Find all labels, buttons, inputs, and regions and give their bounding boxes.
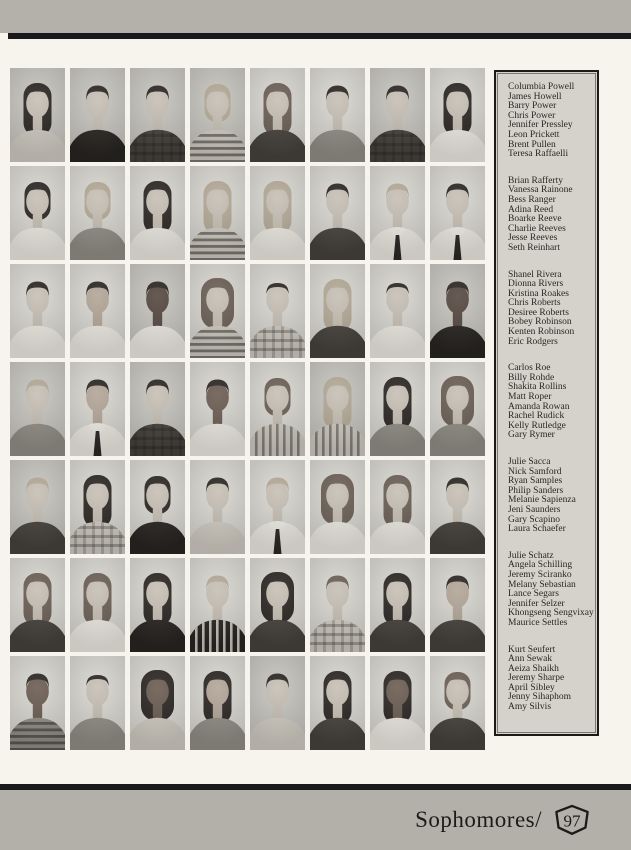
- portrait-photo: [430, 68, 485, 162]
- student-name: Kenten Robinson: [508, 327, 575, 338]
- portrait-photo: [190, 362, 245, 456]
- student-name: Lance Segars: [508, 589, 559, 600]
- student-name: Khongseng Sengvixay: [508, 608, 594, 619]
- student-name: Julie Sacca: [508, 457, 551, 467]
- student-name: Bobey Robinson: [508, 317, 572, 328]
- portrait-photo: [190, 656, 245, 750]
- name-group: [508, 83, 591, 160]
- portrait-photo: [430, 656, 485, 750]
- portrait-photo: [430, 264, 485, 358]
- portrait-photo: [250, 460, 305, 554]
- student-name: Adina Reed: [508, 204, 554, 215]
- portrait-photo: [190, 68, 245, 162]
- page-number-shield-icon: [551, 802, 593, 838]
- student-name: Laura Schaefer: [508, 524, 566, 535]
- student-name: Chris Roberts: [508, 298, 561, 309]
- student-name: Melanie Sapienza: [508, 495, 576, 506]
- portrait-photo: [10, 558, 65, 652]
- portrait-photo: [250, 264, 305, 358]
- portrait-photo: [310, 264, 365, 358]
- page-footer: [415, 798, 593, 842]
- portrait-photo: [370, 166, 425, 260]
- portrait-photo: [250, 68, 305, 162]
- portrait-photo: [10, 460, 65, 554]
- portrait-photo: [10, 68, 65, 162]
- student-name: Seth Reinhart: [508, 242, 560, 253]
- portrait-photo: [70, 362, 125, 456]
- student-name: Nick Samford: [508, 466, 562, 477]
- portrait-photo: [130, 460, 185, 554]
- portrait-photo: [130, 264, 185, 358]
- portrait-photo: [130, 166, 185, 260]
- portrait-photo: [250, 558, 305, 652]
- names-list: [497, 73, 596, 733]
- portrait-photo: [310, 558, 365, 652]
- name-group: [508, 177, 591, 254]
- student-name: James Howell: [508, 91, 562, 102]
- student-name: April Sibley: [508, 682, 555, 693]
- student-name: Jennifer Pressley: [508, 120, 573, 131]
- photo-grid: [10, 68, 485, 750]
- student-name: Columbia Powell: [508, 82, 575, 92]
- student-name: Ann Sewak: [508, 654, 553, 665]
- student-name: Maurice Settles: [508, 617, 568, 628]
- portrait-photo: [130, 656, 185, 750]
- student-name: Kristina Roakes: [508, 288, 569, 299]
- student-name: Charlie Reeves: [508, 223, 566, 234]
- portrait-photo: [190, 166, 245, 260]
- portrait-photo: [430, 166, 485, 260]
- student-name: Matt Roper: [508, 392, 552, 403]
- portrait-photo: [430, 558, 485, 652]
- portrait-photo: [130, 558, 185, 652]
- student-name: Gary Scapino: [508, 514, 560, 525]
- student-name: Gary Rymer: [508, 430, 555, 441]
- portrait-photo: [70, 166, 125, 260]
- names-panel: [494, 70, 599, 736]
- student-name: Vanessa Rainone: [508, 185, 573, 196]
- student-name: Jenny Sihaphom: [508, 692, 572, 703]
- student-name: Amy Silvis: [508, 702, 552, 713]
- portrait-photo: [130, 362, 185, 456]
- student-name: Jennifer Selzer: [508, 598, 565, 609]
- portrait-photo: [10, 362, 65, 456]
- student-name: Billy Rohde: [508, 372, 555, 383]
- portrait-photo: [430, 460, 485, 554]
- student-name: Angela Schilling: [508, 560, 573, 571]
- name-group: [508, 364, 591, 441]
- student-name: Melany Sebastian: [508, 579, 576, 590]
- portrait-photo: [70, 264, 125, 358]
- portrait-photo: [370, 68, 425, 162]
- portrait-photo: [370, 460, 425, 554]
- portrait-photo: [370, 656, 425, 750]
- student-name: Dionna Rivers: [508, 279, 564, 290]
- portrait-photo: [70, 460, 125, 554]
- student-name: Chris Power: [508, 110, 556, 121]
- portrait-photo: [250, 656, 305, 750]
- student-name: Shakita Rollins: [508, 382, 567, 393]
- student-name: Jeni Saunders: [508, 504, 561, 515]
- portrait-photo: [130, 68, 185, 162]
- student-name: Rachel Rudick: [508, 411, 565, 422]
- student-name: Aeiza Shaikh: [508, 663, 559, 674]
- student-name: Philip Sanders: [508, 485, 564, 496]
- name-group: [508, 646, 591, 713]
- student-name: Ryan Samples: [508, 476, 563, 487]
- name-group: [508, 458, 591, 535]
- portrait-photo: [70, 68, 125, 162]
- student-name: Desiree Roberts: [508, 307, 569, 318]
- student-name: Brian Rafferty: [508, 175, 563, 186]
- student-name: Boarke Reeve: [508, 214, 562, 225]
- student-name: Teresa Raffaelli: [508, 149, 569, 160]
- student-name: Julie Schatz: [508, 550, 554, 561]
- name-group: [508, 271, 591, 348]
- portrait-photo: [250, 362, 305, 456]
- student-name: Amanda Rowan: [508, 401, 570, 412]
- portrait-photo: [310, 68, 365, 162]
- student-name: Jesse Reeves: [508, 233, 558, 244]
- portrait-photo: [10, 656, 65, 750]
- portrait-photo: [310, 460, 365, 554]
- name-group: [508, 550, 594, 629]
- portrait-photo: [190, 460, 245, 554]
- portrait-photo: [70, 656, 125, 750]
- portrait-photo: [190, 264, 245, 358]
- student-name: Bess Ranger: [508, 194, 556, 205]
- student-name: Barry Power: [508, 101, 557, 112]
- portrait-photo: [370, 264, 425, 358]
- top-rule: [8, 33, 631, 39]
- student-name: Shanel Rivera: [508, 269, 562, 280]
- portrait-photo: [310, 656, 365, 750]
- portrait-photo: [370, 362, 425, 456]
- portrait-photo: [430, 362, 485, 456]
- student-name: Jeremy Sharpe: [508, 673, 565, 684]
- portrait-photo: [10, 166, 65, 260]
- student-name: Kelly Rutledge: [508, 420, 566, 431]
- student-name: Carlos Roe: [508, 363, 551, 374]
- portrait-photo: [190, 558, 245, 652]
- portrait-photo: [310, 166, 365, 260]
- portrait-photo: [310, 362, 365, 456]
- student-name: Brent Pullen: [508, 139, 556, 150]
- portrait-photo: [70, 558, 125, 652]
- portrait-photo: [370, 558, 425, 652]
- student-name: Jeremy Sciranko: [508, 569, 572, 580]
- page-number: 97: [563, 811, 581, 831]
- student-name: Eric Rodgers: [508, 336, 558, 347]
- student-name: Kurt Seufert: [508, 644, 556, 655]
- portrait-photo: [10, 264, 65, 358]
- student-name: Leon Prickett: [508, 129, 560, 140]
- scanner-band-top: [0, 0, 631, 33]
- section-title: Sophomores/: [415, 807, 542, 832]
- portrait-photo: [250, 166, 305, 260]
